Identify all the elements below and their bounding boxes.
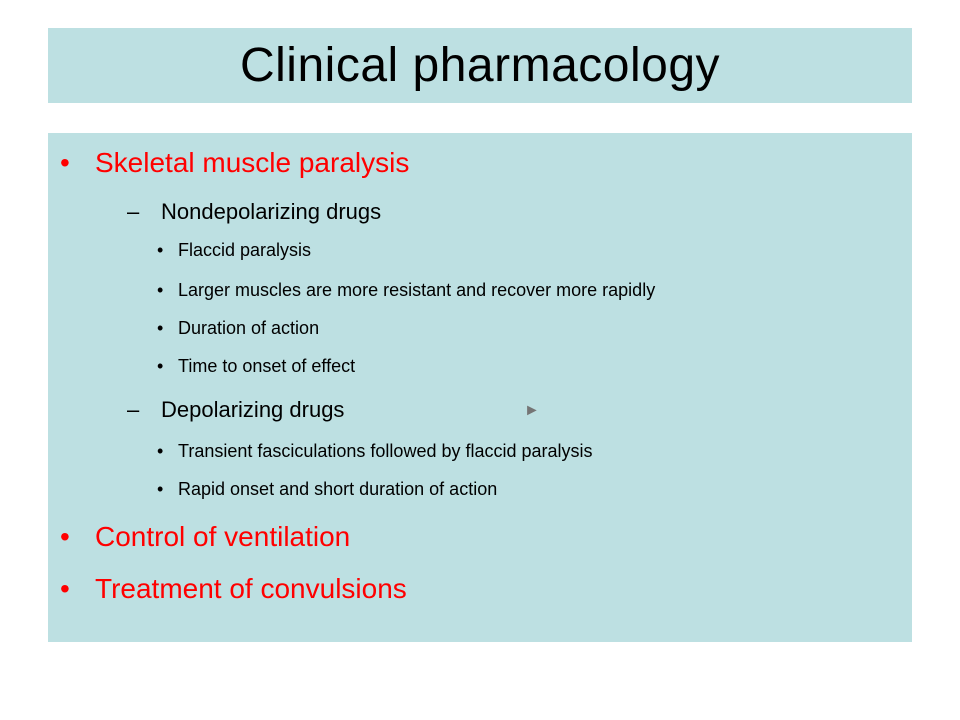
dash-icon: –: [127, 199, 140, 224]
dash-icon: –: [127, 397, 140, 422]
detail-text: Rapid onset and short duration of action: [178, 479, 498, 499]
title-banner: [48, 28, 912, 103]
detail-point: [157, 479, 497, 500]
bullet-icon: •: [60, 521, 70, 552]
bullet-text: Treatment of convulsions: [95, 573, 407, 604]
bullet-icon: •: [157, 240, 164, 260]
bullet-skeletal-muscle-paralysis: [58, 147, 409, 179]
detail-point: [157, 240, 311, 261]
bullet-icon: •: [157, 479, 164, 499]
play-pointer-icon: ►: [524, 402, 540, 419]
content-panel: [48, 133, 912, 642]
detail-text: Transient fasciculations followed by flaccid paralysis: [178, 441, 593, 461]
bullet-icon: •: [157, 356, 164, 376]
bullet-text: Control of ventilation: [95, 521, 351, 552]
bullet-text: Skeletal muscle paralysis: [95, 147, 410, 178]
sub-bullet-nondepolarizing: [127, 199, 381, 225]
detail-text: Larger muscles are more resistant and recover more rapidly: [178, 280, 656, 300]
sub-bullet-text: Nondepolarizing drugs: [161, 199, 382, 224]
detail-text: Flaccid paralysis: [178, 240, 312, 260]
bullet-control-of-ventilation: [58, 521, 350, 553]
detail-point: [157, 441, 593, 462]
detail-text: Duration of action: [178, 318, 320, 338]
detail-point: [157, 356, 355, 377]
sub-bullet-text: Depolarizing drugs: [161, 397, 345, 422]
bullet-icon: •: [157, 280, 164, 300]
detail-point: [157, 318, 319, 339]
bullet-treatment-of-convulsions: [58, 573, 407, 605]
bullet-icon: •: [157, 318, 164, 338]
bullet-icon: •: [60, 573, 70, 604]
slide-title: Clinical pharmacology: [239, 39, 721, 92]
bullet-icon: •: [60, 147, 70, 178]
detail-text: Time to onset of effect: [178, 356, 356, 376]
sub-bullet-depolarizing: [127, 397, 344, 423]
detail-point: [157, 280, 655, 301]
bullet-icon: •: [157, 441, 164, 461]
